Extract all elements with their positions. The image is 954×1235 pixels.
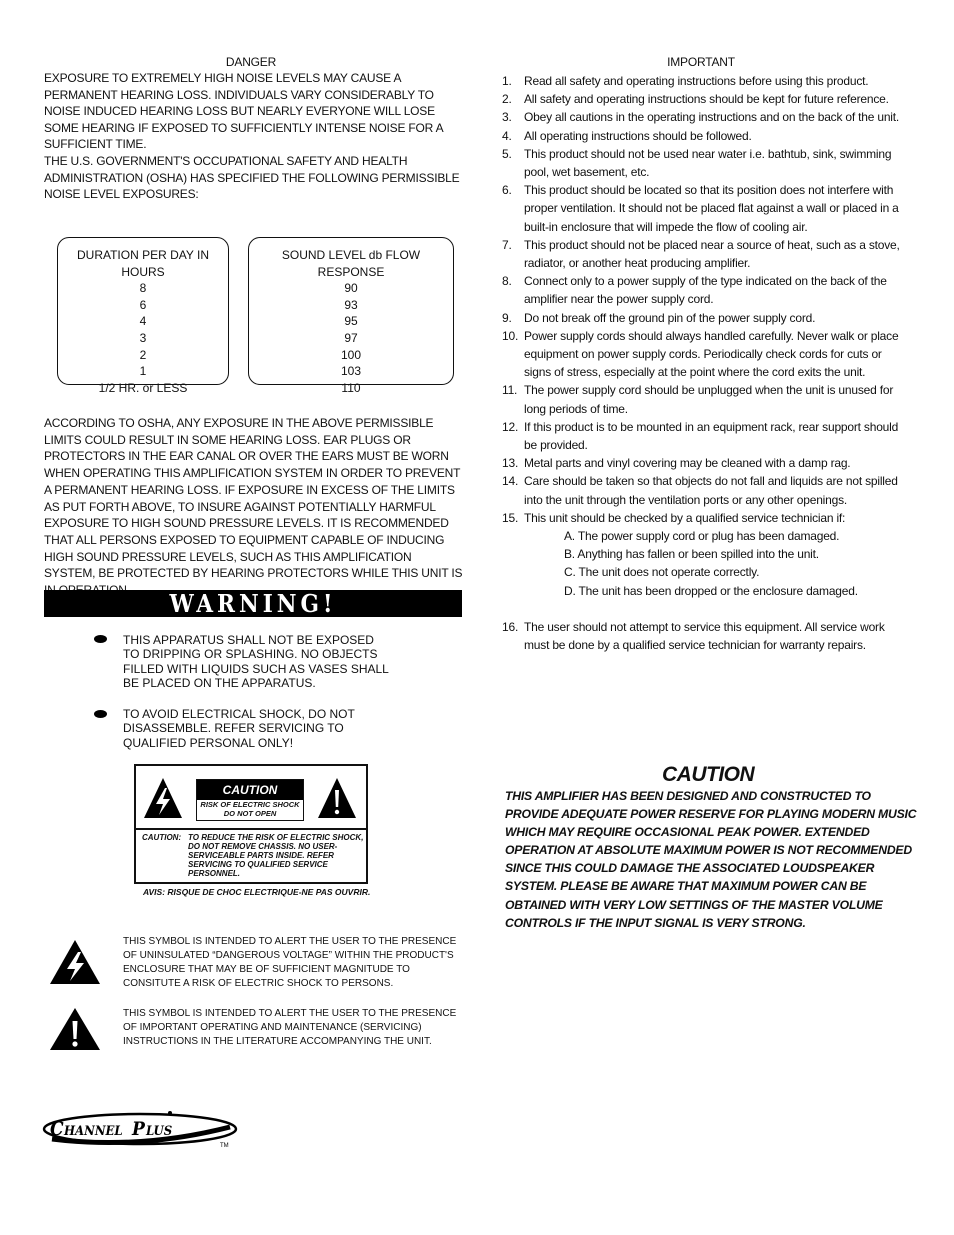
item-text: This product should not be used near water i.e. bathtub, sink, swimming pool, wet basement, etc. [524, 146, 892, 180]
important-item [502, 108, 904, 126]
sound-level-value: 103 [340, 364, 362, 379]
channel-plus-logo [40, 1105, 240, 1149]
item-number: 14. [502, 474, 519, 489]
item-text: Care should be taken so that objects do not fall and liquids are not spilled into the unit through the ventilation ports or any other openings. [524, 474, 898, 507]
important-item [502, 127, 904, 145]
svg-text:HANNEL: HANNEL [64, 1124, 123, 1139]
important-list [502, 72, 904, 654]
important-item [502, 618, 904, 654]
lightning-bolt-triangle-icon [142, 776, 184, 820]
sub-item: C. The unit does not operate correctly. [564, 565, 760, 580]
sound-level-header: SOUND LEVEL db FLOW RESPONSE [281, 248, 421, 279]
item-text: If this product is to be mounted in an equipment rack, rear support should be provided. [524, 419, 899, 453]
symbol-description: THIS SYMBOL IS INTENDED TO ALERT THE USER TO THE PRESENCE OF UNINSULATED “DANGEROUS VOLTAGE” WITHIN THE PRODUCT'S ENCLOSURE THAT MAY BE OF SUFFICIENT MAGNITUDE TO CONSITUTE A RISK OF ELECTRIC SHOCK TO PERSONS. [123, 936, 457, 989]
duration-value: 8 [139, 281, 147, 296]
avis-text: AVIS: RISQUE DE CHOC ELECTRIQUE-NE PAS OUVRIR. [143, 887, 371, 897]
item-text: This product should be located so that its position does not interfere with proper ventilation. It should not be placed flat against a wall or placed in a built-in enclosure that will impede the flow of cooling air. [524, 183, 899, 234]
sound-level-value: 95 [344, 314, 358, 329]
item-number: 10. [502, 328, 519, 343]
trademark-mark: TM [220, 1143, 229, 1149]
sound-level-table-box [248, 237, 454, 395]
item-number: 15. [502, 510, 519, 525]
exclamation-triangle-icon [49, 1006, 101, 1052]
item-text: Obey all cautions in the operating instructions and on the back of the unit. [524, 110, 900, 125]
important-item [502, 327, 904, 382]
duration-header: DURATION PER DAY IN HOURS [76, 248, 210, 279]
item-number: 1. [502, 74, 512, 88]
important-item [502, 145, 904, 181]
item-text: Power supply cords should always handled carefully. Never walk or place equipment on power supply cords. Periodically check cords for cuts or signs of stress, especially at the point where the cord exits the unit. [524, 328, 899, 380]
item-number: 3. [502, 110, 512, 125]
sound-level-value: 90 [344, 281, 358, 296]
item-text: Connect only to a power supply of the type indicated on the back of the amplifier near the power supply cord. [524, 274, 887, 307]
item-text: This product should not be placed near a source of heat, such as a stove, radiator, or another heat producing amplifier. [524, 237, 900, 271]
caution-plate [196, 779, 304, 821]
important-item [502, 72, 904, 90]
important-item [502, 236, 904, 272]
sound-level-value: 110 [341, 380, 361, 395]
danger-heading: DANGER [225, 55, 277, 69]
label-divider [136, 828, 366, 830]
important-item [502, 418, 904, 454]
caution-plate-subtitle [197, 801, 303, 818]
sound-level-value: 93 [344, 297, 358, 312]
item-number: 12. [502, 419, 519, 434]
caution-plate-title: CAUTION [197, 780, 303, 800]
duration-value: 1 [139, 364, 147, 379]
svg-text:C: C [50, 1118, 64, 1140]
duration-value: 4 [139, 314, 147, 329]
important-item [502, 309, 904, 327]
important-item [502, 381, 904, 417]
important-item [502, 181, 904, 236]
item-text: This unit should be checked by a qualified service technician if: [524, 510, 846, 525]
important-heading: IMPORTANT [667, 55, 735, 69]
caution-label-graphic [134, 764, 368, 884]
warning-bullet-text: TO AVOID ELECTRICAL SHOCK, DO NOT DISASSEMBLE. REFER SERVICING TO QUALIFIED PERSONAL ONLY! [123, 707, 355, 750]
item-number: 11. [502, 383, 518, 398]
sound-level-value: 97 [344, 330, 358, 345]
important-item [502, 472, 904, 508]
warning-banner: WARNING! [44, 590, 462, 617]
item-text: Read all safety and operating instructions before using this product. [524, 74, 869, 88]
item-number: 16. [502, 620, 519, 635]
item-text: Do not break off the ground pin of the power supply cord. [524, 310, 816, 325]
important-item [502, 509, 904, 600]
duration-value: 2 [139, 347, 147, 362]
item-text: All operating instructions should be followed. [524, 128, 752, 143]
svg-text:P: P [132, 1118, 145, 1140]
item-number: 8. [502, 274, 512, 289]
sub-item: D. The unit has been dropped or the enclosure damaged. [564, 583, 858, 598]
sub-item: B. Anything has fallen or been spilled into the unit. [564, 547, 819, 562]
label-caution-text: TO REDUCE THE RISK OF ELECTRIC SHOCK, DO NOT REMOVE CHASSIS. NO USER-SERVICEABLE PARTS INSIDE. REFER SERVICING TO QUALIFIED SERVICE PERSONNEL. [188, 833, 364, 878]
danger-paragraph: EXPOSURE TO EXTREMELY HIGH NOISE LEVELS MAY CAUSE A PERMANENT HEARING LOSS. INDIVIDUALS VARY CONSIDERABLY TO NOISE INDUCED HEARING LOSS BUT NEARLY EVERYONE WILL LOSE SOME HEARING IF EXPOSED TO SUFFICIENTLY INTENSE NOISE FOR A SUFFICIENT TIME. [44, 71, 443, 151]
duration-value: 3 [139, 330, 147, 345]
osha-intro-paragraph: THE U.S. GOVERNMENT'S OCCUPATIONAL SAFETY AND HEALTH ADMINISTRATION (OSHA) HAS SPECIFIED THE FOLLOWING PERMISSIBLE NOISE LEVEL EXPOSURES: [44, 154, 460, 201]
warning-bullet-text: THIS APPARATUS SHALL NOT BE EXPOSED TO DRIPPING OR SPLASHING. NO OBJECTS FILLED WITH LIQUIDS SUCH AS VASES SHALL BE PLACED ON THE APPARATUS. [123, 633, 389, 690]
item-number: 13. [502, 456, 519, 471]
sub-item: A. The power supply cord or plug has been damaged. [564, 529, 840, 544]
item-number: 4. [502, 128, 512, 143]
item-text: The user should not attempt to service this equipment. All service work must be done by a qualified service technician for warranty repairs. [524, 620, 885, 653]
item-number: 2. [502, 92, 512, 107]
svg-text:LUS: LUS [146, 1124, 173, 1139]
important-item [502, 272, 904, 308]
bullet-icon [94, 710, 107, 718]
duration-table-box [57, 237, 229, 395]
osha-conclusion-paragraph: ACCORDING TO OSHA, ANY EXPOSURE IN THE ABOVE PERMISSIBLE LIMITS COULD RESULT IN SOME HEARING LOSS. EAR PLUGS OR PROTECTORS IN THE EAR CANAL OR OVER THE EARS MUST BE WORN WHEN OPERATING THIS AMPLIFICATION SYSTEM IN ORDER TO PREVENT A PERMANENT HEARING LOSS. IF EXPOSURE IN EXCESS OF THE LIMITS AS PUT FORTH ABOVE, TO INSURE AGAINST POTENTIALLY HARMFUL EXPOSURE TO HIGH SOUND PRESSURE LEVELS. IT IS RECOMMENDED THAT ALL PERSONS EXPOSED TO EQUIPMENT CAPABLE OF INDUCING HIGH SOUND PRESSURE LEVELS, SUCH AS THIS AMPLIFICATION SYSTEM, BE PROTECTED BY HEARING PROTECTORS WHILE THIS UNIT IS [44, 416, 463, 581]
caution-heading: CAUTION [662, 763, 755, 786]
duration-value: 1/2 HR. or LESS [98, 380, 188, 395]
item-number: 7. [502, 237, 512, 252]
label-caution-lead: CAUTION: [142, 833, 182, 842]
caution-paragraph: THIS AMPLIFIER HAS BEEN DESIGNED AND CONSTRUCTED TO PROVIDE ADEQUATE POWER RESERVE FOR PLAYING MODERN MUSIC WHICH MAY REQUIRE OCCASIONAL PEAK POWER. EXTENDED OPERATION AT ABSOLUTE MAXIMUM POWER IS NOT RECOMMENDED SINCE THIS COULD DAMAGE THE ASSOCIATED LOUDSPEAKER SYSTEM. PLEASE BE AWARE THAT MAXIMUM POWER CAN BE OBTAINED WITH VERY LOW SETTINGS OF THE MASTER VOLUME CONTROLS IF THE INPUT SIGNAL IS VERY STRONG. [505, 789, 917, 930]
item-number: 5. [502, 146, 512, 161]
important-item [502, 90, 904, 108]
item-number: 6. [502, 183, 512, 198]
item-text: All safety and operating instructions should be kept for future reference. [524, 92, 889, 107]
item-text: Metal parts and vinyl covering may be cleaned with a damp rag. [524, 456, 851, 471]
bullet-icon [94, 635, 107, 643]
important-item [502, 454, 904, 472]
duration-value: 6 [139, 297, 147, 312]
caution-plate-line: RISK OF ELECTRIC SHOCK [200, 800, 300, 809]
sound-level-value: 100 [340, 347, 362, 362]
exclamation-triangle-icon [316, 776, 358, 820]
lightning-bolt-triangle-icon [49, 938, 101, 986]
symbol-description: THIS SYMBOL IS INTENDED TO ALERT THE USER TO THE PRESENCE OF IMPORTANT OPERATING AND MAINTENANCE (SERVICING) INSTRUCTIONS IN THE LITERATURE ACCOMPANYING THE UNIT. [123, 1008, 457, 1047]
item-number: 9. [502, 310, 512, 325]
item-text: The power supply cord should be unplugged when the unit is unused for long periods of time. [524, 383, 894, 416]
caution-plate-line: DO NOT OPEN [223, 808, 277, 818]
